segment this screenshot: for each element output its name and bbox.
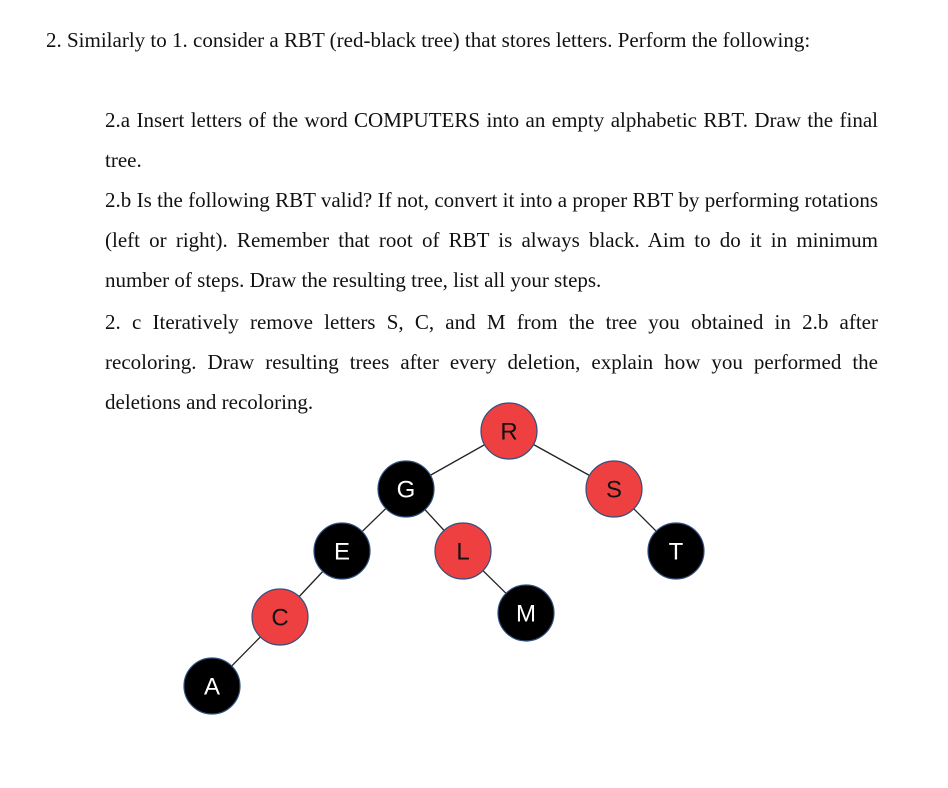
tree-node-c bbox=[252, 589, 308, 645]
node-label-a: A bbox=[203, 673, 221, 701]
tree-node-a bbox=[184, 658, 240, 714]
node-label-s: S bbox=[605, 476, 623, 504]
tree-node-l bbox=[435, 523, 491, 579]
tree-node-t bbox=[648, 523, 704, 579]
tree-nodes bbox=[184, 403, 704, 714]
node-label-e: E bbox=[333, 538, 351, 566]
tree-node-s bbox=[586, 461, 642, 517]
tree-node-g bbox=[378, 461, 434, 517]
node-label-r: R bbox=[500, 418, 518, 446]
question-intro: 2. Similarly to 1. consider a RBT (red-black tree) that stores letters. Perform the following: bbox=[46, 28, 811, 52]
tree-node-m bbox=[498, 585, 554, 641]
question-part-a: 2.a Insert letters of the word COMPUTERS into an empty alphabetic RBT. Draw the final tree. bbox=[105, 108, 878, 172]
tree-node-r bbox=[481, 403, 537, 459]
question-part-c: 2. c Iteratively remove letters S, C, and M from the tree you obtained in 2.b after recoloring. Draw resulting trees after every deletion, explain how you performed the deletions and recoloring. bbox=[105, 310, 878, 414]
node-label-c: C bbox=[271, 604, 289, 632]
tree-node-e bbox=[314, 523, 370, 579]
node-label-g: G bbox=[396, 476, 416, 504]
node-label-l: L bbox=[456, 538, 470, 566]
node-label-m: M bbox=[516, 600, 536, 628]
node-label-t: T bbox=[668, 538, 684, 566]
question-part-b: 2.b Is the following RBT valid? If not, convert it into a proper RBT by performing rotations (left or right). Remember that root of RBT is always black. Aim to do it in minimum number of steps. Draw the resulting tree, list all your steps. bbox=[105, 188, 878, 292]
